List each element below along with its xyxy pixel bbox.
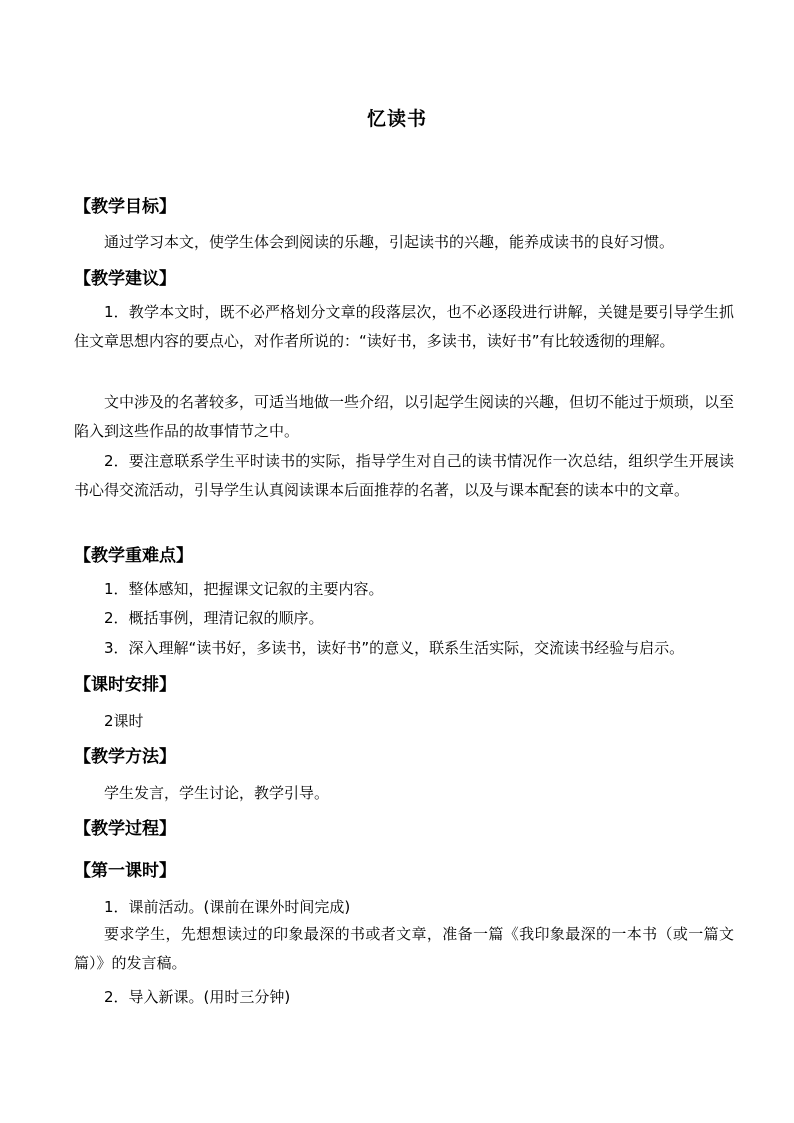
lesson1-item-1-detail: 要求学生，先想想读过的印象最深的书或者文章，准备一篇《我印象最深的一本书（或一篇文篇）》的发言稿。 (74, 925, 734, 972)
lesson1-item-2: 2．导入新课。(用时三分钟) (104, 988, 291, 1006)
suggestion-paragraph-3: 2．要注意联系学生平时读书的实际，指导学生对自己的读书情况作一次总结，组织学生开展读书心得交流活动，引导学生认真阅读课本后面推荐的名著，以及与课本配套的读本中的文章。 (74, 452, 734, 499)
section-heading-suggestion: 【教学建议】 (74, 269, 176, 289)
section-heading-method: 【教学方法】 (74, 747, 176, 767)
section-heading-schedule: 【课时安排】 (74, 675, 176, 695)
section-heading-key-points: 【教学重难点】 (74, 546, 193, 566)
schedule-text: 2课时 (104, 712, 144, 730)
section-heading-goal: 【教学目标】 (74, 197, 176, 217)
key-point-item: 1．整体感知，把握课文记叙的主要内容。 (104, 580, 384, 598)
key-point-item: 2．概括事例，理清记叙的顺序。 (104, 609, 324, 627)
suggestion-paragraph-1: 1．教学本文时，既不必严格划分文章的段落层次，也不必逐段进行讲解，关键是要引导学生抓住文章思想内容的要点心，对作者所说的：“读好书，多读书，读好书”有比较透彻的理解。 (74, 303, 734, 350)
method-text: 学生发言，学生讨论，教学引导。 (104, 784, 330, 802)
goal-text: 通过学习本文，使学生体会到阅读的乐趣，引起读书的兴趣，能养成读书的良好习惯。 (104, 233, 675, 251)
key-point-item: 3．深入理解“读书好，多读书，读好书”的意义，联系生活实际，交流读书经验与启示。 (104, 639, 685, 657)
section-heading-process: 【教学过程】 (74, 819, 176, 839)
document-title: 忆读书 (366, 108, 427, 130)
suggestion-paragraph-2: 文中涉及的名著较多，可适当地做一些介绍，以引起学生阅读的兴趣，但切不能过于烦琐，以至陷入到这些作品的故事情节之中。 (74, 393, 735, 440)
lesson1-item-1: 1．课前活动。(课前在课外时间完成) (104, 898, 351, 916)
section-heading-lesson1: 【第一课时】 (74, 861, 176, 881)
